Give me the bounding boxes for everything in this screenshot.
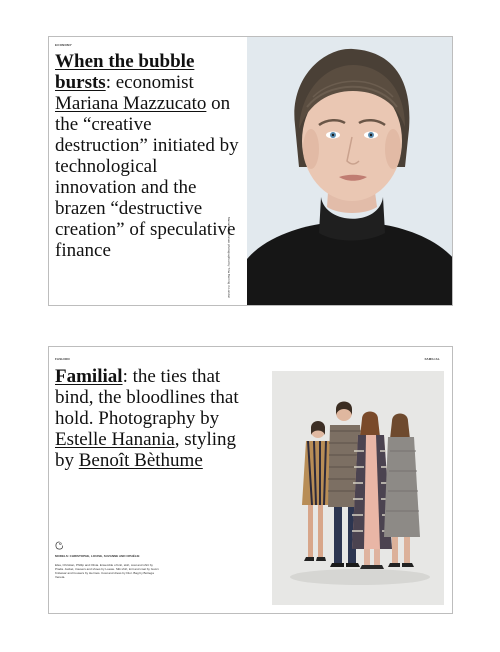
photo-caption: Mariana Mazzucato photographed by Tina Berning in London	[227, 217, 231, 299]
headline-text: : the ties that bind, the bloodlines that hold. Photography by	[55, 366, 239, 429]
credits-body: Elsa, Christian, Phillip and Olivia. Ensemble of knit, skirt, coat and shirt by Prada. Jacket, trousers and shoes by Loewe. Silk shirt, knit and coat by Gucci. Knitwear and trousers by Hermès. Coat and dress by Dior. Bag by Bottega Veneta.	[55, 563, 160, 579]
stylist-link[interactable]: Benoît Bèthume	[78, 450, 203, 471]
headline-text: : economist	[105, 72, 194, 93]
spread-familial	[48, 346, 453, 614]
headline-text: on the “creative destruction” initiated by technological innovation and the brazen “destructive creation” of speculative finance	[55, 93, 239, 261]
spread-mazzucato	[48, 36, 453, 306]
headline	[55, 366, 245, 471]
headline-name-link[interactable]: Mariana Mazzucato	[55, 93, 207, 114]
folio-left: FASHION	[55, 357, 70, 361]
photographer-link[interactable]: Estelle Hanania	[55, 429, 175, 450]
headline-lead[interactable]: When the bubble bursts	[55, 51, 195, 93]
fashion-photo	[272, 371, 444, 605]
folio-left: ECONOMY	[55, 43, 72, 47]
folio-right: FAMILIAL	[424, 357, 440, 361]
headline-lead[interactable]: Familial	[55, 366, 123, 387]
headline-text: , styling by	[55, 429, 236, 471]
headline	[55, 51, 240, 261]
logo-icon	[55, 541, 64, 550]
portrait-photo	[247, 37, 453, 306]
credits-title: MODELS: CHRISTOPHE, LOUISE, SUZANNE AND OPHÉLIE	[55, 554, 140, 558]
